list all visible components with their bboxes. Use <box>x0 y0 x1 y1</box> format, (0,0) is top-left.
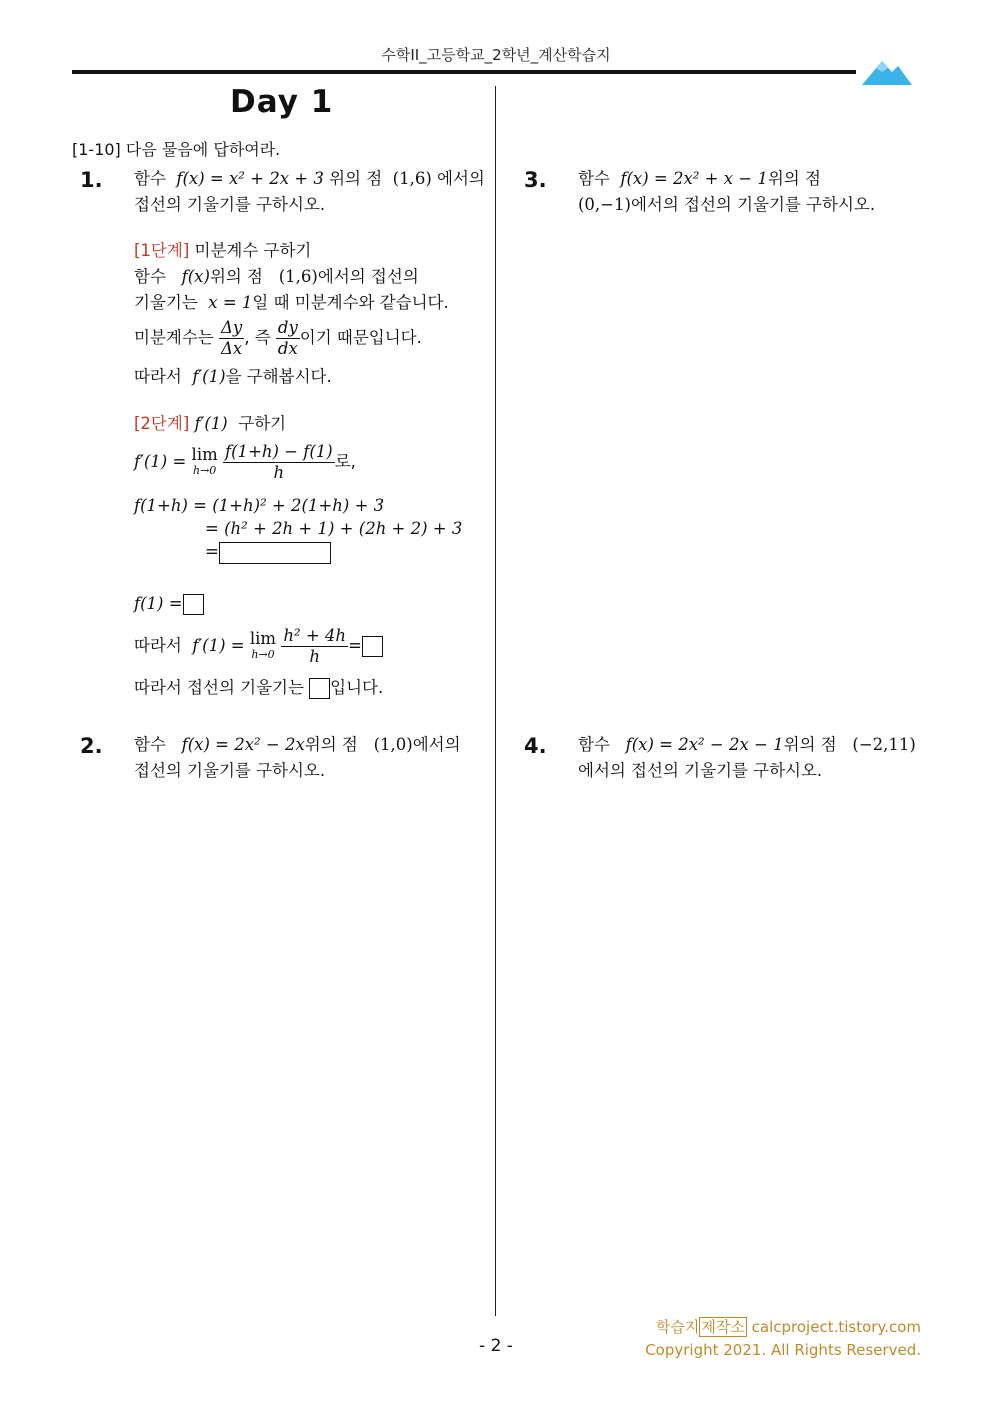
q1-step1-line3: 미분계수는 $\frac{\Delta y}{\Delta x}$ , 즉 $\frac{dy}{dx}$ 이기 때문입니다. <box>134 318 422 358</box>
header-title: 수학II_고등학교_2학년_계산학습지 <box>381 46 611 64</box>
instruction: [1-10] 다음 물음에 답하여라. <box>72 140 281 159</box>
q1-step1-line1: 함수 f(x)위의 점 (1,6)에서의 접선의 <box>134 267 419 286</box>
q2-line2: 접선의 기울기를 구하시오. <box>134 761 326 780</box>
q4-line1: 함수 f(x) = 2x² − 2x − 1위의 점 (−2,11) <box>578 735 916 754</box>
q3-line1: 함수 f(x) = 2x² + x − 1위의 점 <box>578 169 821 188</box>
q3-number: 3. <box>524 168 547 192</box>
footer-copyright: Copyright 2021. All Rights Reserved. <box>645 1341 921 1359</box>
q2-number: 2. <box>80 734 103 758</box>
q1-step2-f1: f(1) = <box>134 591 204 617</box>
q1-step1-heading: [1단계] 미분계수 구하기 <box>134 241 312 260</box>
fraction-derivative: $\frac{dy}{dx}$ <box>277 318 298 358</box>
step2-label: [2단계] <box>134 414 190 433</box>
q1-step2-expand: f(1+h) = (1+h)² + 2(1+h) + 3 <box>134 496 385 515</box>
column-divider <box>495 86 496 1316</box>
page-number: - 2 - <box>479 1336 513 1356</box>
step1-label: [1단계] <box>134 241 190 260</box>
q4-line2: 에서의 접선의 기울기를 구하시오. <box>578 761 823 780</box>
day-title: Day 1 <box>230 84 334 120</box>
q1-step2-heading: [2단계] f′(1) 구하기 <box>134 414 287 433</box>
answer-blank-f1[interactable] <box>183 594 204 615</box>
answer-blank-expansion[interactable] <box>219 542 331 564</box>
q1-step2-result: = <box>205 539 331 565</box>
q4-function: f(x) = 2x² − 2x − 1 <box>625 735 784 754</box>
q3-function: f(x) = 2x² + x − 1 <box>620 169 768 188</box>
footer-site-link[interactable]: calcproject.tistory.com <box>751 1318 921 1336</box>
q1-line2: 접선의 기울기를 구하시오. <box>134 195 326 214</box>
fraction-delta: $\frac{\Delta y}{\Delta x}$ <box>220 318 243 358</box>
answer-blank-slope[interactable] <box>309 678 330 699</box>
header-rule <box>72 70 856 74</box>
answer-blank-derivative[interactable] <box>362 636 383 657</box>
q2-line1: 함수 f(x) = 2x² − 2x위의 점 (1,0)에서의 <box>134 735 461 754</box>
q1-number: 1. <box>80 168 103 192</box>
q1-step1-line4: 따라서 f′(1)을 구해봅시다. <box>134 367 332 386</box>
q4-number: 4. <box>524 734 547 758</box>
q1-step2-simplify: = (h² + 2h + 1) + (2h + 2) + 3 <box>205 519 463 538</box>
q2-function: f(x) = 2x² − 2x <box>181 735 305 754</box>
footer-brand: 학습지 제작소 calcproject.tistory.com <box>655 1318 921 1336</box>
q1-step2-derivative: 따라서 f′(1) = lim h→0 $\frac{\text{h² + 4h}}{h}$ = <box>134 622 383 670</box>
q1-step1-line2: 기울기는 x = 1일 때 미분계수와 같습니다. <box>134 293 449 312</box>
brand-boxed: 제작소 <box>701 1318 745 1336</box>
q3-line2: (0,−1)에서의 접선의 기울기를 구하시오. <box>578 195 876 214</box>
q1-function: f(x) = x² + 2x + 3 <box>176 169 324 188</box>
q1-line1: 함수 f(x) = x² + 2x + 3 위의 점 (1,6) 에서의 <box>134 169 485 188</box>
mountain-logo-icon <box>862 58 912 86</box>
q1-step2-limit: f′(1) = lim h→0 $\frac{f(1+h) - f(1)}{h}$ 로, <box>134 442 356 482</box>
q1-conclusion: 따라서 접선의 기울기는 입니다. <box>134 678 384 697</box>
